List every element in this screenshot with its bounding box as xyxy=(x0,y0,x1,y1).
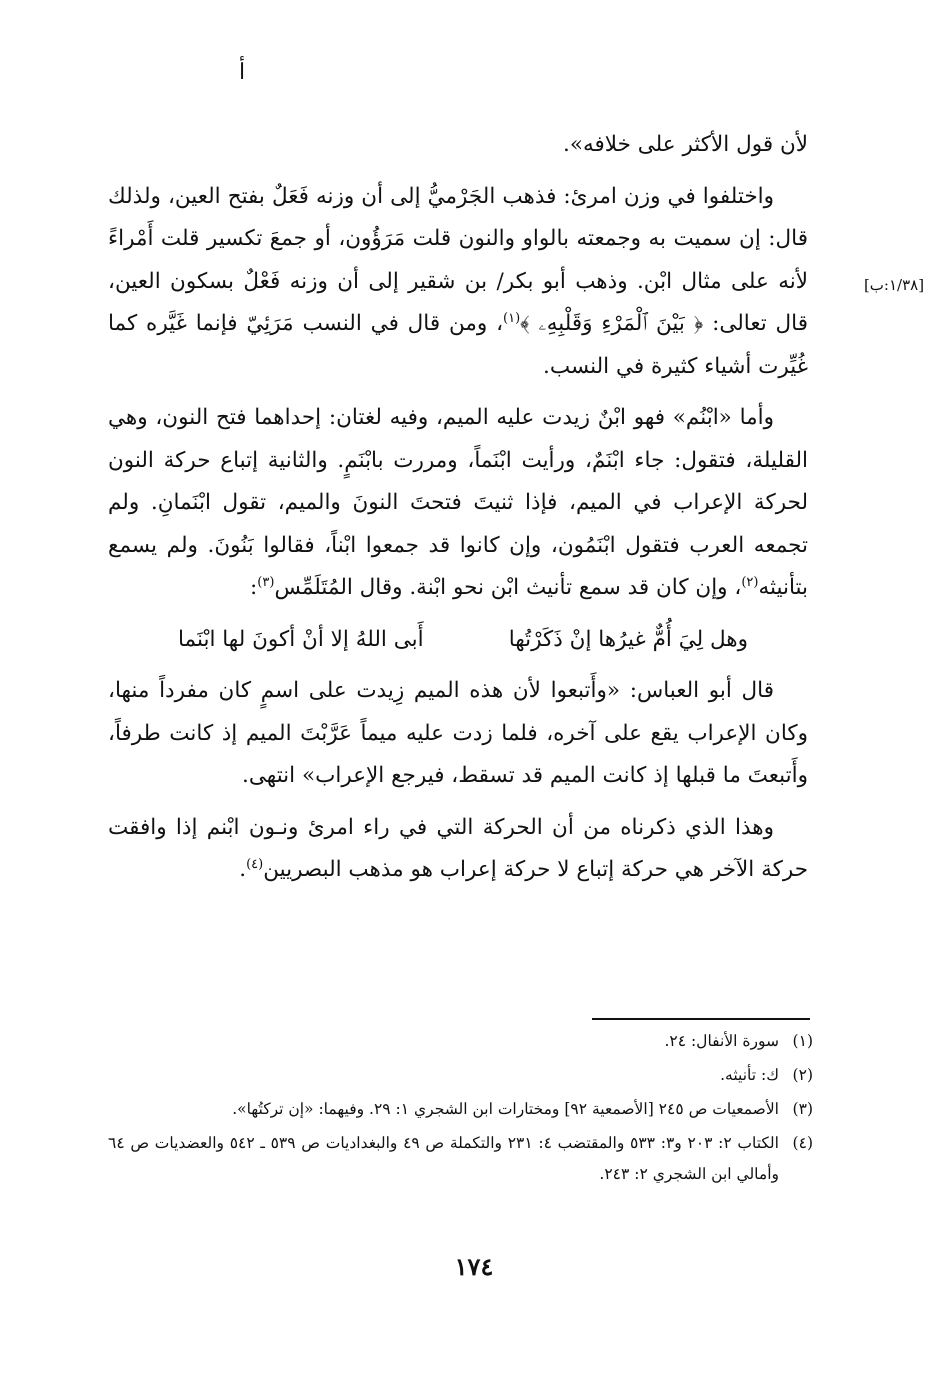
paragraph-4-text: قال أبو العباس: «وأَتبعوا لأن هذه الميم زِيدت على اسمٍ كان مفرداً منها، وكان الإعراب يقع على آخره، فلما زدت عليه ميماً عَرَّبْتَ الميم إذ كانت طرفاً، وأَتبعتَ ما قبلها إذ كانت الميم قد تسقط، فيرجع الإعراب» انتهى. xyxy=(108,678,808,788)
footnote-1 xyxy=(108,1026,813,1057)
footnote-ref-3[interactable]: (٣) xyxy=(257,574,275,590)
footnotes-section xyxy=(108,1026,813,1193)
footnote-text: ك: تأنيثه. xyxy=(720,1066,779,1084)
paragraph-2-text: واختلفوا في وزن امرئ: فذهب الجَرْميُّ إلى أن وزنه فَعَلٌ بفتح العين، ولذلك قال: إن سميت به وجمعته بالواو والنون قلت مَرَؤُون، أو جمعَ تكسير قلت أَمْراءً لأنه على مثال ابْن. وذهب أبو بكر/ بن شقير إلى أن وزنه فَعْلٌ بسكون العين، قال تعالى: ﴿ بَيْنَ ٱلْمَرْءِ وَقَلْبِهِۦ ﴾ xyxy=(108,183,808,336)
paragraph-5-text: وهذا الذي ذكرناه من أن الحركة التي في راء امرئ ونـون ابْنم إذا وافقت حركة الآخر هي حركة إتباع لا حركة إعراب هو مذهب البصريين xyxy=(108,814,808,882)
paragraph-1 xyxy=(108,124,808,167)
paragraph-5 xyxy=(108,807,808,892)
page-number: ١٧٤ xyxy=(454,1252,494,1281)
footnote-text: سورة الأنفال: ٢٤. xyxy=(664,1032,779,1050)
footnote-number: (٤) xyxy=(792,1134,813,1152)
paragraph-3-end: ، وإن كان قد سمع تأنيث ابْن نحو ابْنة. وقال المُتَلَمِّس xyxy=(274,575,742,600)
footnote-text: الكتاب ٢: ٢٠٣ و٣: ٥٣٣ والمقتضب ٤: ٢٣١ والتكملة ص ٤٩ والبغداديات ص ٥٣٩ ـ ٥٤٢ والعضديات ص ٦٤ وأمالي ابن الشجري ٢: ٢٤٣. xyxy=(108,1134,779,1183)
paragraph-2 xyxy=(108,176,808,389)
main-text xyxy=(108,124,808,901)
paragraph-5-end: . xyxy=(239,857,247,882)
footnote-ref-1[interactable]: (١) xyxy=(503,310,521,326)
paragraph-4 xyxy=(108,670,808,798)
footnote-3 xyxy=(108,1094,813,1125)
verse-first-hemistich: وهل لِيَ أُمٌّ غيرُها إنْ ذَكَرْتُها xyxy=(508,626,748,652)
footnote-number: (٢) xyxy=(792,1066,813,1084)
footnote-4 xyxy=(108,1128,813,1190)
footnote-text: الأصمعيات ص ٢٤٥ [الأصمعية ٩٢] ومختارات ابن الشجري ١: ٢٩. وفيهما: «إن تركتُها». xyxy=(232,1100,779,1118)
paragraph-3 xyxy=(108,397,808,610)
paragraph-2-end: ، ومن قال في النسب مَرَئِيّ فإنما غَيَّره كما غُيِّرت أشياء كثيرة في النسب. xyxy=(108,311,808,379)
footnote-ref-2[interactable]: (٢) xyxy=(741,574,759,590)
poetry-verse xyxy=(108,619,808,662)
top-mark: ﺃ xyxy=(238,60,246,85)
manuscript-folio-note: [١/٣٨:ب] xyxy=(863,276,925,294)
footnote-number: (١) xyxy=(792,1032,813,1050)
paragraph-1-text: لأن قول الأكثر على خلافه». xyxy=(563,132,808,157)
verse-second-hemistich: أَبى اللهُ إلا أنْ أكونَ لها ابْنَما xyxy=(178,626,424,652)
footnote-divider xyxy=(592,1018,810,1020)
footnote-number: (٣) xyxy=(792,1100,813,1118)
footnote-ref-4[interactable]: (٤) xyxy=(246,856,264,872)
footnote-2 xyxy=(108,1060,813,1091)
paragraph-3-text: وأما «ابْنُم» فهو ابْنٌ زيدت عليه الميم، وفيه لغتان: إحداهما فتح النون، وهي القليلة، فتقول: جاء ابْنَمٌ، ورأيت ابْنَماً، ومررت بابْنَمٍ. والثانية إتباع حركة النون لحركة الإعراب في الميم، فإذا ثنيتَ فتحتَ النونَ والميم، تقول ابْنَمانِ. ولم تجمعه العرب فتقول ابْنَمُون، وإن كانوا قد جمعوا ابْناً، فقالوا بَنُونَ. ولم يسمع بتأنيثه xyxy=(108,405,808,600)
paragraph-3-tail: : xyxy=(250,575,258,600)
